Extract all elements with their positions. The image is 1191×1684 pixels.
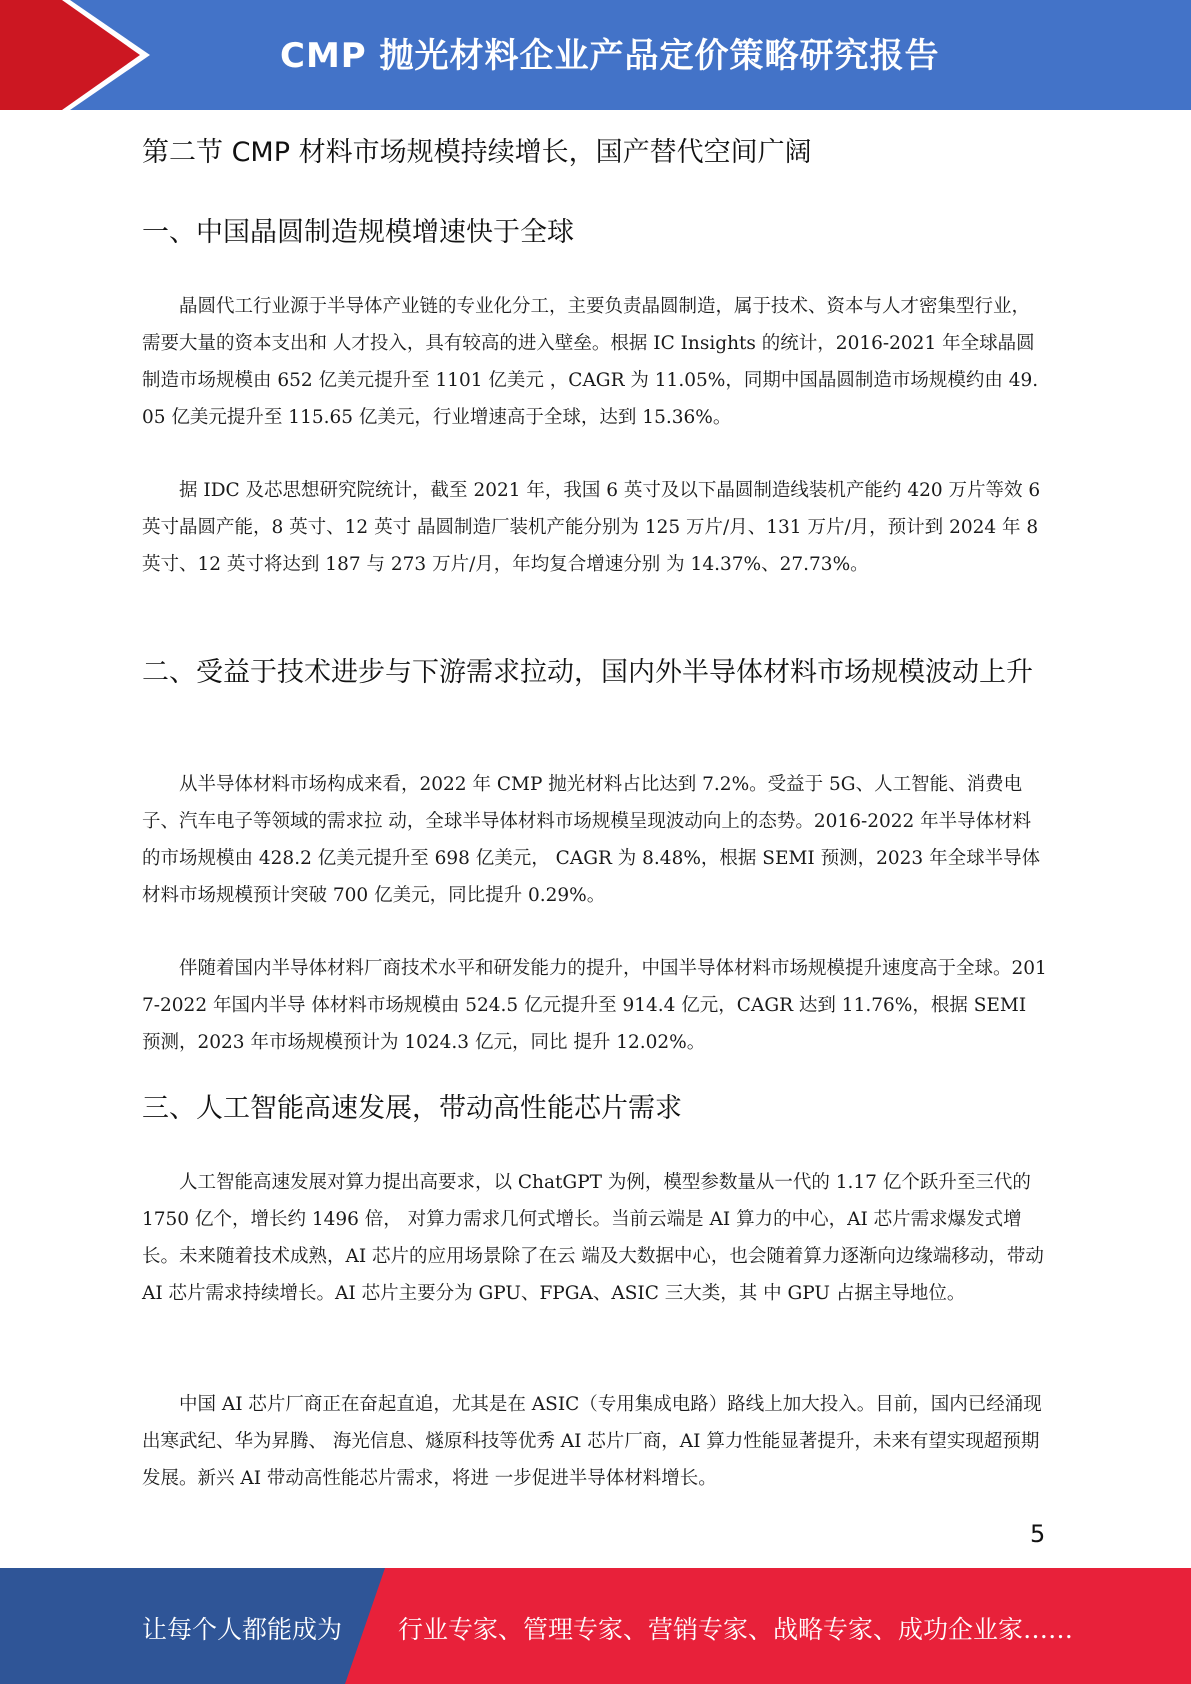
header-chevron-icon [0,0,160,110]
paragraph-wafer-foundry: 晶圆代工行业源于半导体产业链的专业化分工，主要负责晶圆制造，属于技术、资本与人才密集型行业，需要大量的资本支出和 人才投入，具有较高的进入壁垒。根据 IC Insights 的统计，2016-2021 年全球晶圆制造市场规模由 652 亿美元提升至 1101 亿美元 ，CAGR 为 11.05%，同期中国晶圆制造市场规模约由 49.05 亿美元提升至 115.65 亿美元，行业增速高于全球，达到 15.36%。 [142,296,1039,428]
section-title: 第二节 CMP 材料市场规模持续增长，国产替代空间广阔 [142,137,812,168]
paragraph-global-materials-market: 从半导体材料市场构成来看，2022 年 CMP 抛光材料占比达到 7.2%。受益于 5G、人工智能、消费电子、汽车电子等领域的需求拉 动，全球半导体材料市场规模呈现波动向上的态势。2016-2022 年半导体材料的市场规模由 428.2 亿美元提升至 698 亿美元， CAGR 为 8.48%，根据 SEMI 预测，2023 年全球半导体材料市场规模预计突破 700 亿美元，同比提升 0.29%。 [142,774,1041,906]
paragraph-ai-compute: 人工智能高速发展对算力提出高要求，以 ChatGPT 为例，模型参数量从一代的 1.17 亿个跃升至三代的 1750 亿个，增长约 1496 倍， 对算力需求几何式增长。当前云端是 AI 算力的中心，AI 芯片需求爆发式增长。未来随着技术成熟，AI 芯片的应用场景除了在云 端及大数据中心，也会随着算力逐渐向边缘端移动，带动 AI 芯片需求持续增长。AI 芯片主要分为 GPU、FPGA、ASIC 三大类，其 中 GPU 占据主导地位。 [142,1172,1044,1304]
paragraph-china-ai-chips: 中国 AI 芯片厂商正在奋起直追，尤其是在 ASIC（专用集成电路）路线上加大投入。目前，国内已经涌现出寒武纪、华为昇腾、 海光信息、燧原科技等优秀 AI 芯片厂商，AI 算力性能显著提升，未来有望实现超预期发展。新兴 AI 带动高性能芯片需求，将进 一步促进半导体材料增长。 [142,1394,1042,1489]
report-header-bar [0,0,1191,110]
footer-slogan-left: 让每个人都能成为 [142,1615,343,1644]
footer-slogan-right: 行业专家、管理专家、营销专家、战略专家、成功企业家…… [398,1615,1074,1644]
paragraph-china-materials-market: 伴随着国内半导体材料厂商技术水平和研发能力的提升，中国半导体材料市场规模提升速度高于全球。2017-2022 年国内半导 体材料市场规模由 524.5 亿元提升至 914.4 亿元，CAGR 达到 11.76%，根据 SEMI 预测，2023 年市场规模预计为 1024.3 亿元，同比 提升 12.02%。 [142,958,1047,1053]
heading-ai-chip-demand: 三、人工智能高速发展，带动高性能芯片需求 [142,1093,682,1124]
page-number: 5 [1030,1520,1046,1548]
heading-china-wafer-growth: 一、中国晶圆制造规模增速快于全球 [142,217,574,248]
heading-semiconductor-materials: 二、受益于技术进步与下游需求拉动，国内外半导体材料市场规模波动上升 [142,657,1033,688]
report-title: CMP 抛光材料企业产品定价策略研究报告 [280,36,940,76]
footer-banner [0,1568,1191,1684]
paragraph-wafer-capacity: 据 IDC 及芯思想研究院统计，截至 2021 年，我国 6 英寸及以下晶圆制造线装机产能约 420 万片等效 6 英寸晶圆产能，8 英寸、12 英寸 晶圆制造厂装机产能分别为 125 万片/月、131 万片/月，预计到 2024 年 8 英寸、12 英寸将达到 187 与 273 万片/月，年均复合增速分别 为 14.37%、27.73%。 [142,480,1041,575]
